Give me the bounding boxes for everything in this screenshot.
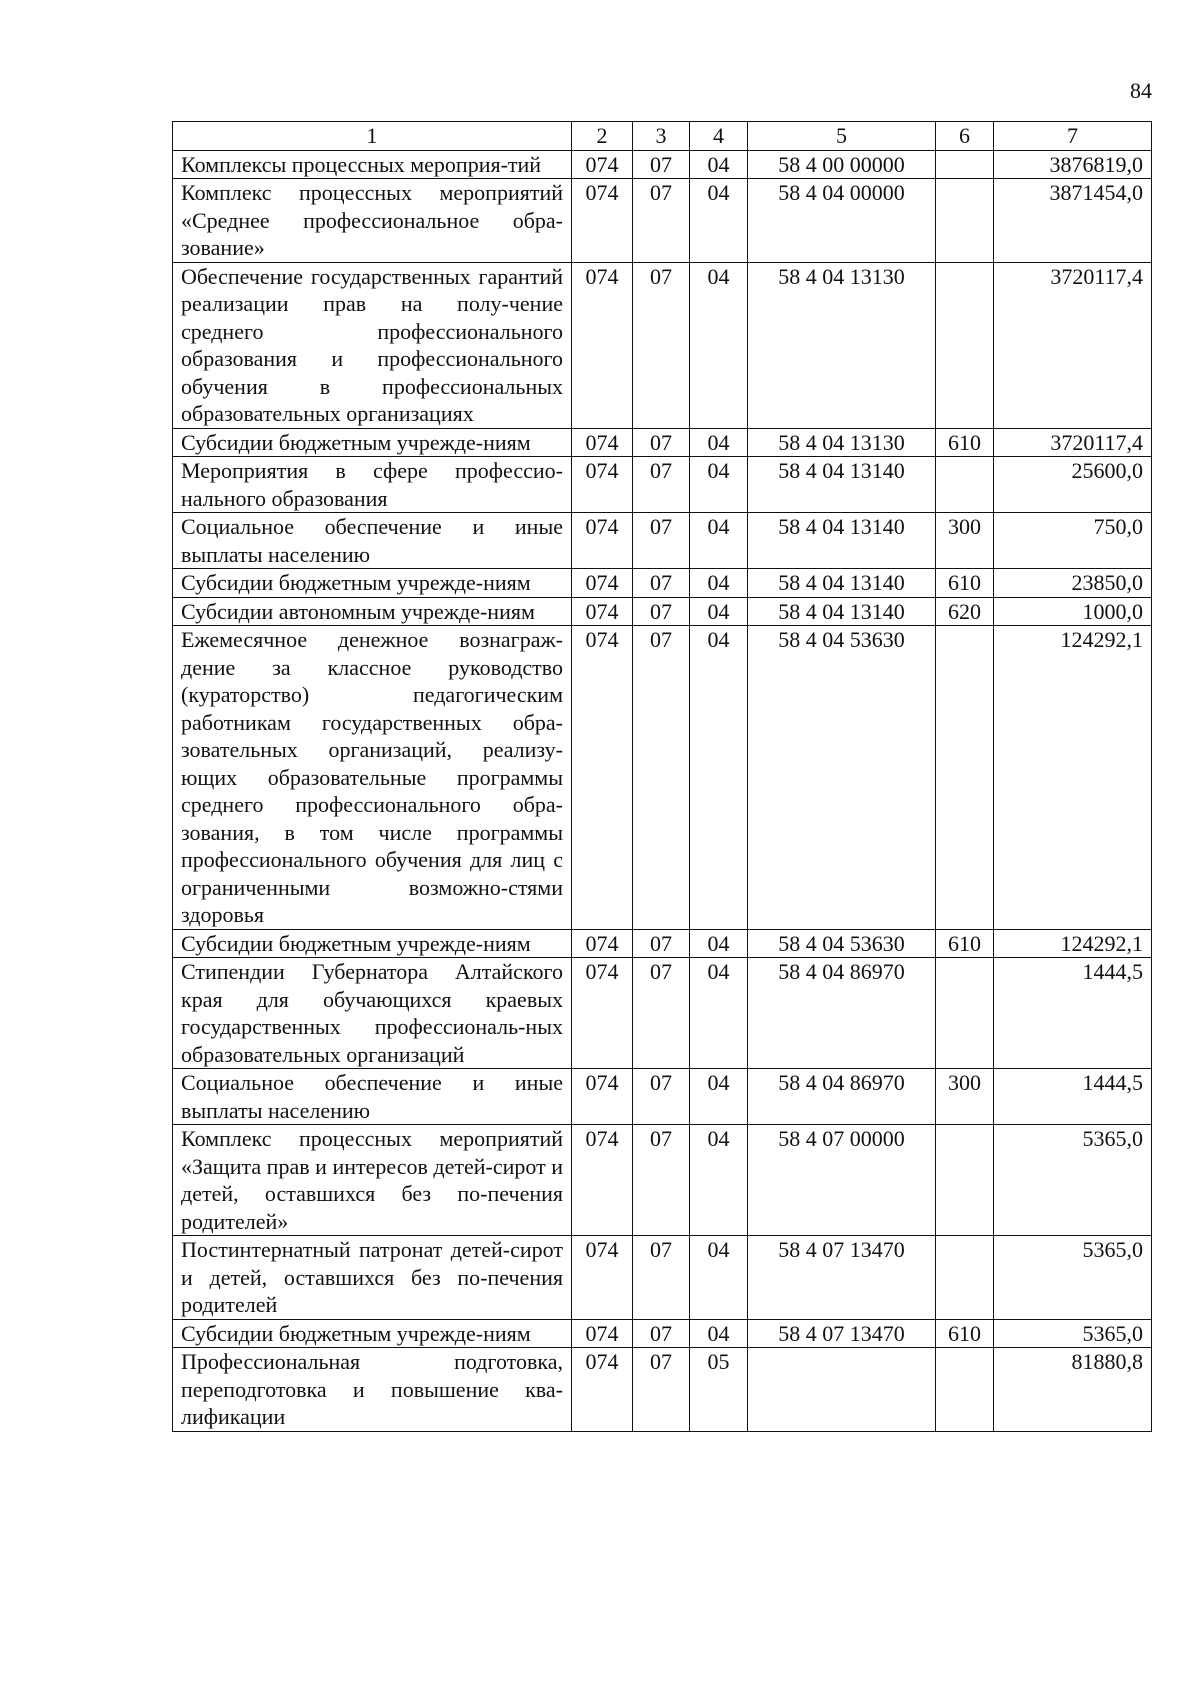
amount-cell: 3720117,4 — [994, 262, 1152, 428]
ministry-code-cell: 074 — [572, 958, 633, 1069]
amount-cell: 3720117,4 — [994, 428, 1152, 457]
expense-type-cell — [936, 958, 994, 1069]
budget-table — [172, 121, 1152, 1432]
expense-type-cell — [936, 1236, 994, 1320]
amount-cell: 3876819,0 — [994, 150, 1152, 179]
row-name-cell: Субсидии бюджетным учрежде-ниям — [173, 929, 572, 958]
ministry-code-cell: 074 — [572, 929, 633, 958]
table-row — [173, 626, 1152, 930]
table-row — [173, 513, 1152, 569]
section-code-cell: 07 — [633, 179, 690, 263]
ministry-code-cell: 074 — [572, 1348, 633, 1432]
expense-type-cell: 300 — [936, 513, 994, 569]
ministry-code-cell: 074 — [572, 150, 633, 179]
subsection-code-cell: 04 — [690, 626, 748, 930]
expense-type-cell — [936, 150, 994, 179]
target-code-cell: 58 4 07 13470 — [748, 1236, 936, 1320]
subsection-code-cell: 05 — [690, 1348, 748, 1432]
expense-type-cell: 620 — [936, 597, 994, 626]
expense-type-cell: 610 — [936, 1319, 994, 1348]
section-code-cell: 07 — [633, 1069, 690, 1125]
subsection-code-cell: 04 — [690, 1125, 748, 1236]
header-cell: 2 — [572, 122, 633, 151]
target-code-cell: 58 4 04 00000 — [748, 179, 936, 263]
ministry-code-cell: 074 — [572, 569, 633, 598]
table-row — [173, 150, 1152, 179]
expense-type-cell — [936, 457, 994, 513]
expense-type-cell: 610 — [936, 929, 994, 958]
row-name-cell: Обеспечение государственных гарантий реализации прав на полу-чение среднего профессионального образования и профессионального обучения в профессиональных образовательных организациях — [173, 262, 572, 428]
table-row — [173, 1319, 1152, 1348]
subsection-code-cell: 04 — [690, 457, 748, 513]
header-cell: 3 — [633, 122, 690, 151]
section-code-cell: 07 — [633, 1236, 690, 1320]
ministry-code-cell: 074 — [572, 1236, 633, 1320]
subsection-code-cell: 04 — [690, 569, 748, 598]
target-code-cell: 58 4 04 13140 — [748, 569, 936, 598]
amount-cell: 5365,0 — [994, 1236, 1152, 1320]
target-code-cell: 58 4 04 13130 — [748, 428, 936, 457]
section-code-cell: 07 — [633, 958, 690, 1069]
amount-cell: 750,0 — [994, 513, 1152, 569]
target-code-cell: 58 4 00 00000 — [748, 150, 936, 179]
expense-type-cell — [936, 1125, 994, 1236]
row-name-cell: Профессиональная подготовка, переподготовка и повышение ква-лификации — [173, 1348, 572, 1432]
row-name-cell: Мероприятия в сфере профессио-нального образования — [173, 457, 572, 513]
subsection-code-cell: 04 — [690, 262, 748, 428]
section-code-cell: 07 — [633, 626, 690, 930]
amount-cell: 124292,1 — [994, 626, 1152, 930]
amount-cell: 1444,5 — [994, 1069, 1152, 1125]
table-row — [173, 929, 1152, 958]
target-code-cell: 58 4 04 86970 — [748, 1069, 936, 1125]
subsection-code-cell: 04 — [690, 1069, 748, 1125]
section-code-cell: 07 — [633, 1125, 690, 1236]
subsection-code-cell: 04 — [690, 929, 748, 958]
amount-cell: 3871454,0 — [994, 179, 1152, 263]
section-code-cell: 07 — [633, 929, 690, 958]
header-cell: 4 — [690, 122, 748, 151]
row-name-cell: Комплекс процессных мероприятий «Защита прав и интересов детей-сирот и детей, оставшихся без по-печения родителей» — [173, 1125, 572, 1236]
target-code-cell: 58 4 04 53630 — [748, 626, 936, 930]
header-cell: 1 — [173, 122, 572, 151]
section-code-cell: 07 — [633, 1348, 690, 1432]
subsection-code-cell: 04 — [690, 1319, 748, 1348]
row-name-cell: Комплекс процессных мероприятий «Среднее профессиональное обра-зование» — [173, 179, 572, 263]
subsection-code-cell: 04 — [690, 597, 748, 626]
amount-cell: 23850,0 — [994, 569, 1152, 598]
target-code-cell: 58 4 04 86970 — [748, 958, 936, 1069]
amount-cell: 5365,0 — [994, 1125, 1152, 1236]
table-row — [173, 428, 1152, 457]
subsection-code-cell: 04 — [690, 150, 748, 179]
ministry-code-cell: 074 — [572, 262, 633, 428]
ministry-code-cell: 074 — [572, 513, 633, 569]
ministry-code-cell: 074 — [572, 1319, 633, 1348]
target-code-cell — [748, 1348, 936, 1432]
target-code-cell: 58 4 04 13140 — [748, 457, 936, 513]
target-code-cell: 58 4 04 53630 — [748, 929, 936, 958]
subsection-code-cell: 04 — [690, 958, 748, 1069]
section-code-cell: 07 — [633, 262, 690, 428]
row-name-cell: Социальное обеспечение и иные выплаты населению — [173, 1069, 572, 1125]
section-code-cell: 07 — [633, 1319, 690, 1348]
subsection-code-cell: 04 — [690, 1236, 748, 1320]
expense-type-cell — [936, 262, 994, 428]
row-name-cell: Социальное обеспечение и иные выплаты населению — [173, 513, 572, 569]
table-row — [173, 597, 1152, 626]
subsection-code-cell: 04 — [690, 428, 748, 457]
ministry-code-cell: 074 — [572, 1125, 633, 1236]
ministry-code-cell: 074 — [572, 179, 633, 263]
row-name-cell: Ежемесячное денежное вознаграж-дение за классное руководство (кураторство) педагогическим работникам государственных обра-зовательных организаций, реализу-ющих образовательные программы среднего профессионального обра-зования, в том числе программы профессионального обучения для лиц с ограниченными возможно-стями здоровья — [173, 626, 572, 930]
table-row — [173, 1125, 1152, 1236]
subsection-code-cell: 04 — [690, 179, 748, 263]
section-code-cell: 07 — [633, 513, 690, 569]
target-code-cell: 58 4 04 13140 — [748, 597, 936, 626]
section-code-cell: 07 — [633, 150, 690, 179]
row-name-cell: Стипендии Губернатора Алтайского края для обучающихся краевых государственных профессиональ-ных образовательных организаций — [173, 958, 572, 1069]
ministry-code-cell: 074 — [572, 597, 633, 626]
row-name-cell: Постинтернатный патронат детей-сирот и детей, оставшихся без по-печения родителей — [173, 1236, 572, 1320]
page-number: 84 — [1130, 78, 1152, 103]
section-code-cell: 07 — [633, 597, 690, 626]
row-name-cell: Субсидии бюджетным учрежде-ниям — [173, 428, 572, 457]
header-cell: 6 — [936, 122, 994, 151]
target-code-cell: 58 4 07 13470 — [748, 1319, 936, 1348]
row-name-cell: Субсидии бюджетным учрежде-ниям — [173, 569, 572, 598]
table-row — [173, 1236, 1152, 1320]
header-cell: 7 — [994, 122, 1152, 151]
table-row — [173, 569, 1152, 598]
header-row — [173, 122, 1152, 151]
table-row — [173, 1069, 1152, 1125]
expense-type-cell: 300 — [936, 1069, 994, 1125]
expense-type-cell — [936, 626, 994, 930]
amount-cell: 1000,0 — [994, 597, 1152, 626]
amount-cell: 5365,0 — [994, 1319, 1152, 1348]
table-row — [173, 457, 1152, 513]
row-name-cell: Субсидии бюджетным учрежде-ниям — [173, 1319, 572, 1348]
amount-cell: 1444,5 — [994, 958, 1152, 1069]
section-code-cell: 07 — [633, 457, 690, 513]
table-row — [173, 262, 1152, 428]
ministry-code-cell: 074 — [572, 1069, 633, 1125]
section-code-cell: 07 — [633, 569, 690, 598]
target-code-cell: 58 4 04 13140 — [748, 513, 936, 569]
subsection-code-cell: 04 — [690, 513, 748, 569]
expense-type-cell: 610 — [936, 428, 994, 457]
ministry-code-cell: 074 — [572, 626, 633, 930]
expense-type-cell — [936, 179, 994, 263]
amount-cell: 124292,1 — [994, 929, 1152, 958]
amount-cell: 25600,0 — [994, 457, 1152, 513]
row-name-cell: Комплексы процессных мероприя-тий — [173, 150, 572, 179]
expense-type-cell — [936, 1348, 994, 1432]
ministry-code-cell: 074 — [572, 457, 633, 513]
table-row — [173, 1348, 1152, 1432]
amount-cell: 81880,8 — [994, 1348, 1152, 1432]
target-code-cell: 58 4 07 00000 — [748, 1125, 936, 1236]
header-cell: 5 — [748, 122, 936, 151]
row-name-cell: Субсидии автономным учрежде-ниям — [173, 597, 572, 626]
section-code-cell: 07 — [633, 428, 690, 457]
expense-type-cell: 610 — [936, 569, 994, 598]
table-row — [173, 179, 1152, 263]
target-code-cell: 58 4 04 13130 — [748, 262, 936, 428]
ministry-code-cell: 074 — [572, 428, 633, 457]
table-row — [173, 958, 1152, 1069]
